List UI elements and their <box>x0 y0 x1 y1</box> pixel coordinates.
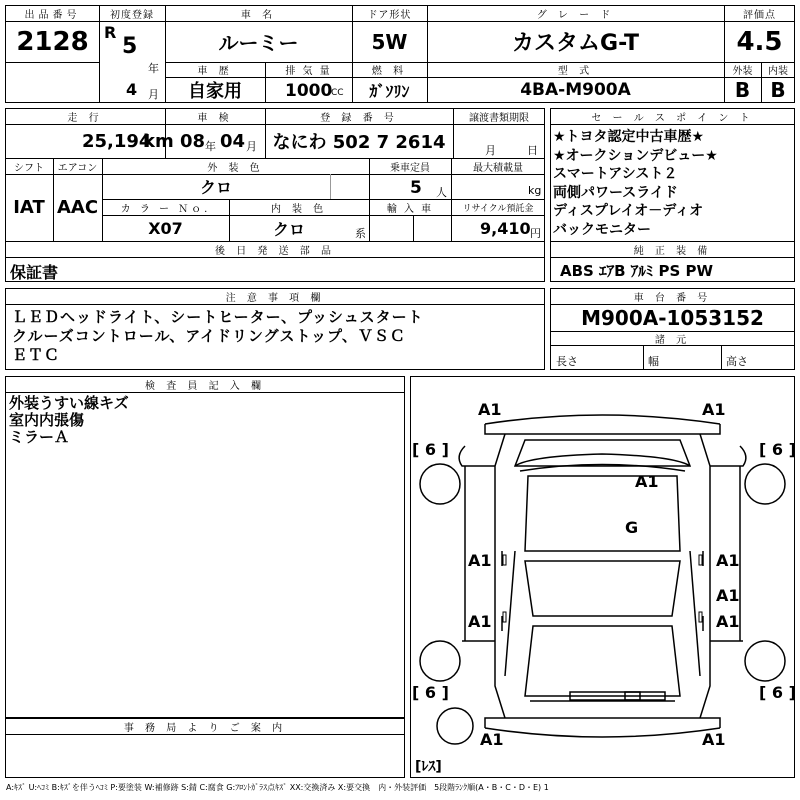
selling-point: ディスプレイオ－ディオ <box>553 203 704 219</box>
note-line: クルーズコントロール、アイドリングストップ、ＶＳＣ <box>12 327 406 345</box>
grade-label: グ レ ー ド <box>536 9 615 21</box>
damage-mark-left-rear: A1 <box>468 612 492 631</box>
note-line: ＥＴＣ <box>12 346 61 364</box>
interior-color: クロ <box>272 219 305 239</box>
damage-mark-roof: G <box>625 518 639 537</box>
inspector-line: ミラーＡ <box>9 428 70 446</box>
damage-mark-right-front: A1 <box>716 551 740 570</box>
tire-rear-right: [ 6 ] <box>759 683 796 702</box>
selling-points-list <box>553 128 718 239</box>
displacement-label: 排 気 量 <box>285 66 332 77</box>
model-label: 型 式 <box>557 66 594 77</box>
selling-point: ★トヨタ認定中古車歴★ <box>553 129 705 145</box>
tire-front-right: [ 6 ] <box>759 440 796 459</box>
selling-point: ★オークションデビュー★ <box>553 147 718 164</box>
later-parts: 保証書 <box>10 263 59 282</box>
interior-grade: B <box>770 78 786 102</box>
registration-month: 4 <box>126 80 138 99</box>
chassis-label: 車 台 番 号 <box>633 292 712 304</box>
car-name: ルーミー <box>218 31 299 55</box>
legend: A:ｷｽﾞ U:ﾍｺﾐ B:ｷｽﾞを伴うﾍｺﾐ P:要塗装 W:補修跡 S:錆 C:腐食 G:ﾌﾛﾝﾄｶﾞﾗｽ点ｷｽﾞ XX:交換済み X:要交換 内・外装評価 5段階ﾗﾝｸ順(A・B・C・D・E) 1 <box>6 783 549 792</box>
inspection-month: 04 <box>220 131 246 152</box>
capacity-label: 乗車定員 <box>390 162 430 174</box>
transfer-day: 日 <box>527 144 538 157</box>
damage-mark-left-front: A1 <box>468 551 492 570</box>
import-label: 輸 入 車 <box>386 203 434 215</box>
load-unit: kg <box>528 184 542 197</box>
spare-tire: [ﾚｽ] <box>415 759 442 775</box>
inspection-year-unit: 年 <box>205 140 216 153</box>
car-diagram <box>410 376 795 778</box>
inspector-line: 外装うすい線キズ <box>9 394 129 412</box>
history-label: 車 歴 <box>197 66 233 77</box>
dimensions-label: 諸 元 <box>654 334 691 346</box>
recycle-unit: 円 <box>530 227 541 240</box>
fuel-label: 燃 料 <box>371 66 408 77</box>
plate-label: 登 録 番 号 <box>320 112 398 124</box>
tire-rear-left: [ 6 ] <box>412 683 449 702</box>
selling-point: 両側パワースライド <box>553 184 678 201</box>
inspection-month-unit: 月 <box>246 140 257 153</box>
history: 自家用 <box>188 81 242 102</box>
displacement-unit: CC <box>331 88 344 98</box>
door-label: ドア形状 <box>367 9 412 21</box>
equipment: ABS ｴｱB ｱﾙﾐ PS PW <box>560 262 714 280</box>
recycle-deposit: 9,410 <box>480 219 531 238</box>
load-label: 最大積載量 <box>473 162 523 174</box>
lot-number: 2128 <box>16 26 89 57</box>
damage-mark-bottom-left: A1 <box>480 730 504 749</box>
later-parts-label: 後 日 発 送 部 品 <box>215 245 335 257</box>
chassis-number: M900A-1053152 <box>581 305 764 330</box>
interior-color-label: 内 装 色 <box>270 203 328 215</box>
shift: IAT <box>13 197 45 218</box>
notes-text <box>12 308 424 365</box>
color-number-label: カ ラ ー Ｎｏ. <box>120 203 211 215</box>
exterior-label: 外装 <box>732 66 753 77</box>
registration-year: 5 <box>122 34 138 59</box>
first-registration-label: 初度登録 <box>110 9 154 21</box>
recycle-label: リサイクル預託金 <box>462 203 534 214</box>
selling-points-label: セ ー ル ス ポ イ ン ト <box>591 112 754 124</box>
aircon-label: エアコン <box>57 162 98 174</box>
inspection-year: 08 <box>180 131 206 152</box>
door-type: 5W <box>371 29 408 54</box>
year-unit: 年 <box>148 62 159 75</box>
transfer-month: 月 <box>485 144 496 157</box>
fuel: ｶﾞｿﾘﾝ <box>369 81 410 101</box>
model-code: 4BA-M900A <box>520 80 631 100</box>
car-name-label: 車 名 <box>240 9 277 21</box>
era: R <box>104 23 117 42</box>
note-line: ＬＥＤヘッドライト、シートヒーター、プッシュスタート <box>12 308 424 326</box>
damage-mark-right-rear: A1 <box>716 612 740 631</box>
damage-mark-top-right: A1 <box>702 400 726 419</box>
capacity: 5 <box>410 178 422 198</box>
mileage: 25,194 <box>82 131 152 152</box>
notes-label: 注 意 事 項 欄 <box>225 292 325 304</box>
office-label: 事 務 局 よ り ご 案 内 <box>123 722 287 734</box>
damage-mark-hood: A1 <box>635 472 659 491</box>
height-label: 高さ <box>726 355 748 368</box>
score-label: 評価点 <box>743 9 776 21</box>
color-label: 外 装 色 <box>207 162 264 174</box>
width-label: 幅 <box>648 355 659 368</box>
registration-plate: なにわ 502 7 2614 <box>272 132 446 153</box>
interior-label: 内装 <box>768 66 788 77</box>
aircon: AAC <box>56 197 99 218</box>
shift-label: シフト <box>14 162 44 174</box>
transfer-deadline-label: 譲渡書類期限 <box>469 112 529 124</box>
inspector-label: 検 査 員 記 入 欄 <box>145 380 265 392</box>
score: 4.5 <box>736 26 783 57</box>
capacity-unit: 人 <box>436 186 447 199</box>
interior-color-unit: 系 <box>355 227 366 240</box>
grade: カスタムG-T <box>512 31 639 56</box>
inspection-label: 車 検 <box>197 112 233 124</box>
selling-point: スマートアシスト２ <box>553 166 678 182</box>
inspector-notes <box>9 395 129 446</box>
exterior-color: クロ <box>199 178 232 197</box>
length-label: 長さ <box>556 355 578 368</box>
displacement: 1000 <box>285 81 333 101</box>
damage-mark-right-rear-upper: A1 <box>716 586 740 605</box>
tire-front-left: [ 6 ] <box>412 440 449 459</box>
mileage-unit: km <box>143 131 174 152</box>
damage-mark-top-left: A1 <box>478 400 502 419</box>
damage-mark-bottom-right: A1 <box>702 730 726 749</box>
selling-point: バックモニター <box>553 221 651 238</box>
color-number: X07 <box>148 218 183 238</box>
exterior-grade: B <box>734 78 751 102</box>
equipment-label: 純 正 装 備 <box>633 245 712 257</box>
lot-number-label: 出品番号 <box>24 9 81 21</box>
mileage-label: 走 行 <box>67 112 103 124</box>
inspector-line: 室内内張傷 <box>9 411 85 429</box>
month-unit: 月 <box>148 88 159 101</box>
